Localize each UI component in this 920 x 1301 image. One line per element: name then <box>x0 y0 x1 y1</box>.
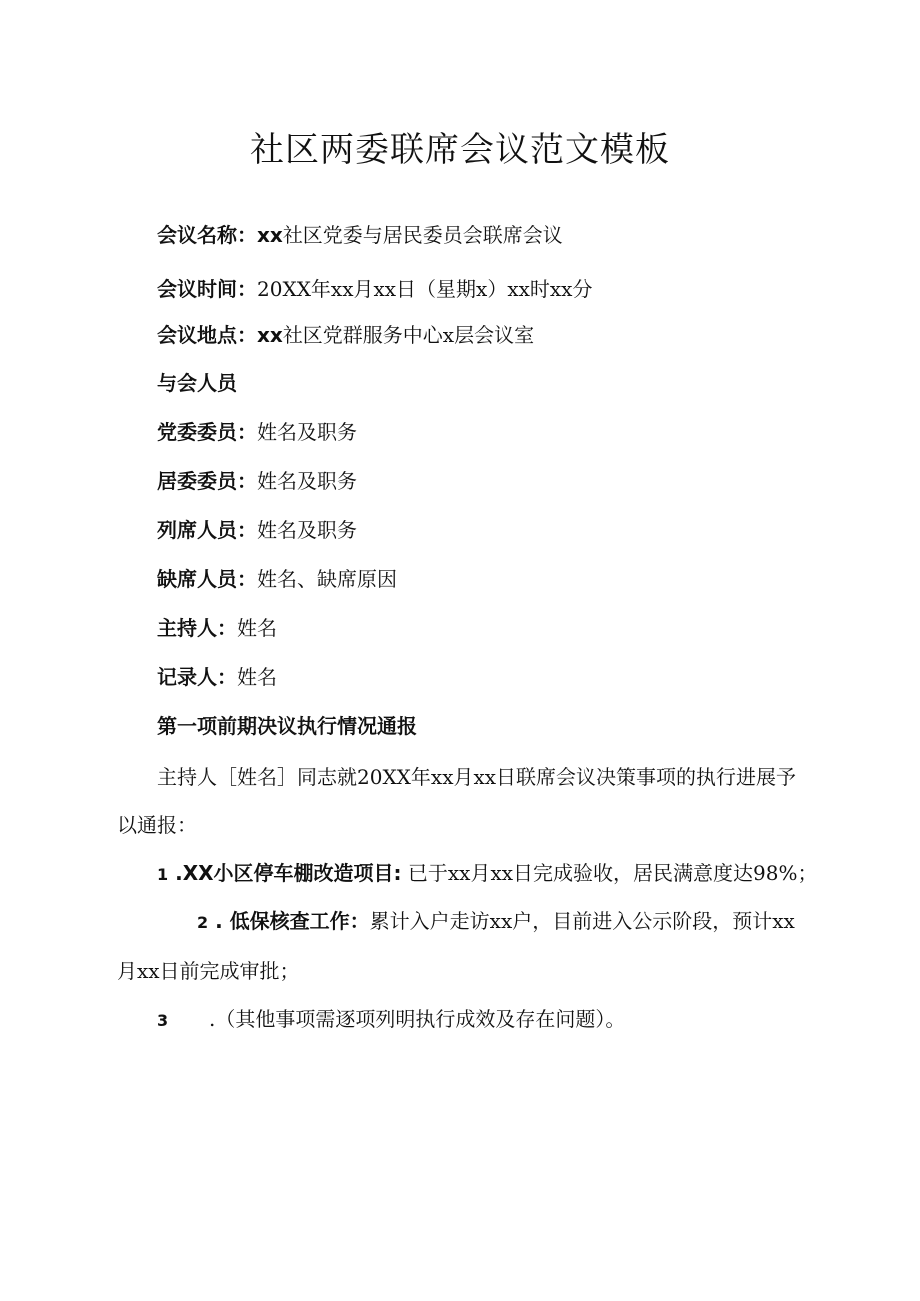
attendee-value: 姓名 <box>237 665 277 689</box>
attendee-label: 党委委员： <box>157 420 257 444</box>
attendee-row <box>157 466 357 496</box>
list-item-title: . 低保核查工作： <box>208 909 370 933</box>
list-item-text: 已于xx月xx日完成验收，居民满意度达98%； <box>401 861 818 885</box>
section-heading: 第一项前期决议执行情况通报 <box>157 714 417 738</box>
attendee-row <box>157 417 357 447</box>
list-item-title: .XX小区停车棚改造项目: <box>168 861 402 885</box>
list-item-number: 1 <box>157 865 169 884</box>
list-item <box>117 897 807 995</box>
attendee-value: 姓名及职务 <box>257 420 357 444</box>
meeting-time-label: 会议时间： <box>157 277 257 301</box>
document-title: 社区两委联席会议范文模板 <box>250 130 670 170</box>
list-item-text: .（其他事项需逐项列明执行成效及存在问题）。 <box>209 1007 626 1031</box>
meeting-time-value: 20XX年xx月xx日（星期x）xx时xx分 <box>257 277 593 301</box>
list-item-number: 3 <box>157 1011 169 1030</box>
attendee-value: 姓名 <box>237 616 277 640</box>
attendee-row <box>157 662 277 692</box>
attendee-label: 居委委员： <box>157 469 257 493</box>
attendee-value: 姓名及职务 <box>257 518 357 542</box>
meeting-place-value: 社区党群服务中心x层会议室 <box>282 323 535 347</box>
meeting-place-label: 会议地点： <box>157 323 257 347</box>
attendee-value: 姓名、缺席原因 <box>257 567 397 591</box>
attendee-label: 主持人： <box>157 616 237 640</box>
meeting-name-row <box>157 220 563 250</box>
attendee-value: 姓名及职务 <box>257 469 357 493</box>
attendees-heading: 与会人员 <box>157 371 237 395</box>
meeting-name-label: 会议名称： <box>157 223 257 247</box>
attendee-label: 缺席人员： <box>157 567 257 591</box>
meeting-place-row <box>157 320 534 350</box>
list-item <box>157 995 857 1045</box>
attendee-row <box>157 564 397 594</box>
section-intro: 主持人［姓名］同志就20XX年xx月xx日联席会议决策事项的执行进展予以通报： <box>117 765 797 837</box>
attendee-row <box>157 515 357 545</box>
attendee-label: 记录人： <box>157 665 237 689</box>
meeting-name-prefix: xx <box>257 223 283 247</box>
list-item-number: 2 <box>197 913 209 932</box>
list-item-text: 累计入户走访xx户，目前进入公示阶段，预计xx月xx日前完成审批； <box>117 909 795 983</box>
meeting-place-prefix: xx <box>257 323 283 347</box>
attendee-label: 列席人员： <box>157 518 257 542</box>
meeting-name-value: 社区党委与居民委员会联席会议 <box>282 223 563 247</box>
meeting-time-row <box>157 274 592 304</box>
list-item <box>157 849 857 899</box>
attendee-row <box>157 613 277 643</box>
